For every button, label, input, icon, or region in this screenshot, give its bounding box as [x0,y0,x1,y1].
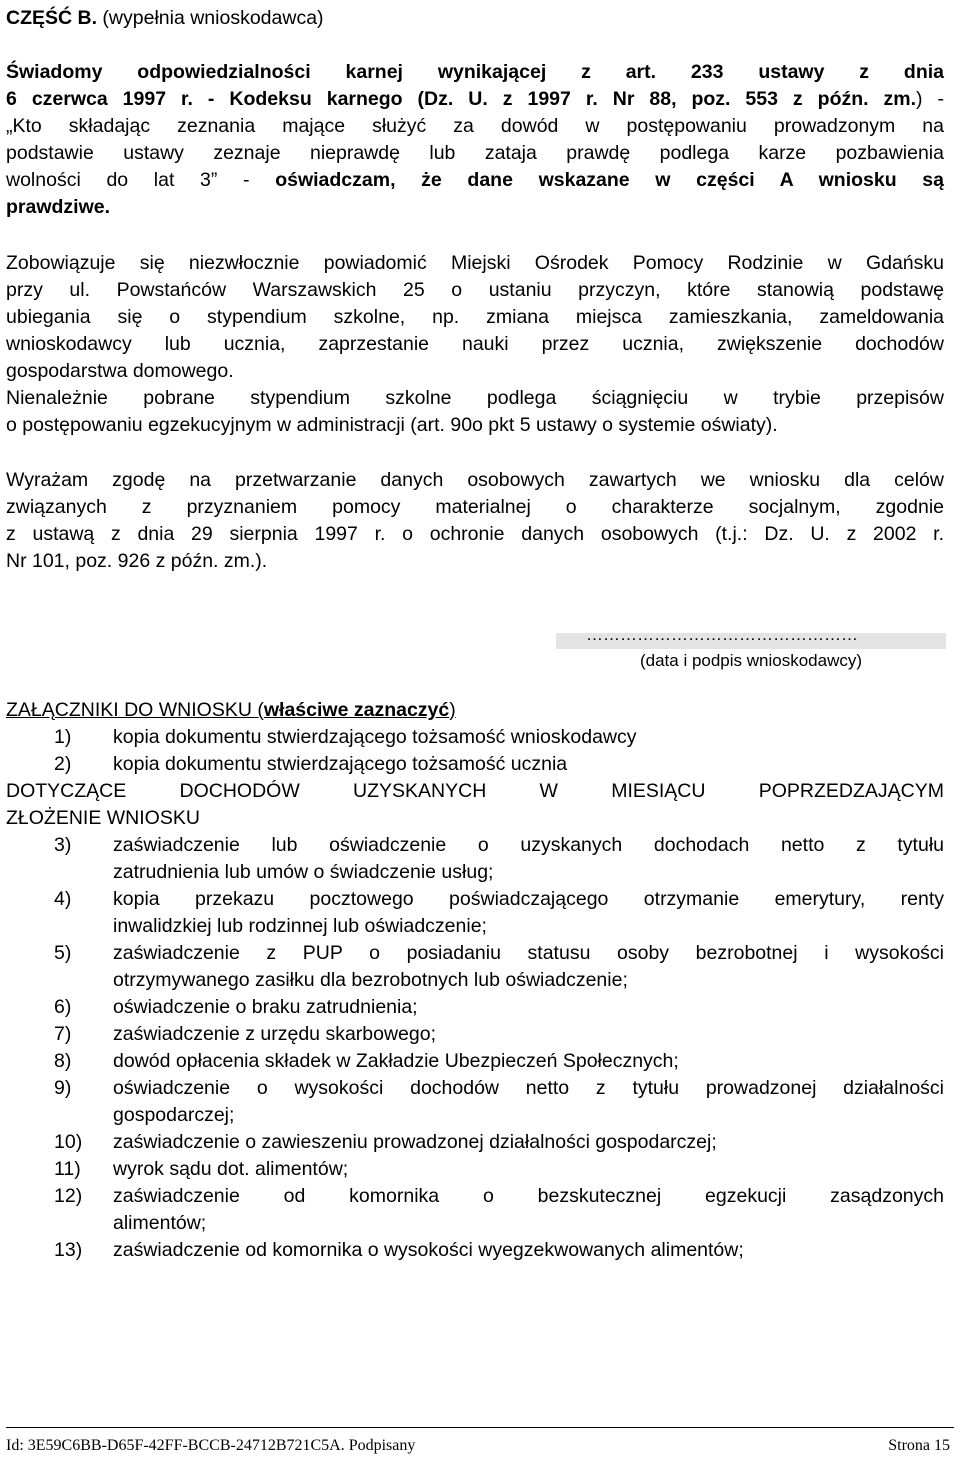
obligation-line-4: wnioskodawcy lub ucznia, zaprzestanie nauki przez ucznia, zwiększenie dochodów [6,333,944,355]
obligation-paragraph [6,250,944,439]
consent-line-3: z ustawą z dnia 29 sierpnia 1997 r. o ochronie danych osobowych (t.j.: Dz. U. z 2002 r. [6,523,944,545]
attachment-item [6,724,944,751]
signature-block [556,624,946,672]
attachment-item [6,994,944,1021]
page-number: Strona 15 [888,1437,950,1454]
attachment-text: kopia dokumentu stwierdzającego tożsamość ucznia [113,753,568,775]
attachment-text: kopia dokumentu stwierdzającego tożsamość wnioskodawcy [113,726,637,748]
attachment-text: zaświadczenie z PUP o posiadaniu statusu osoby bezrobotnej i wysokości [113,942,944,964]
attachment-text: oświadczenie o braku zatrudnienia; [113,996,418,1018]
signature-dots: ………………………………………… [586,625,858,644]
attachment-item [6,1156,944,1183]
consent-line-2: związanych z przyznaniem pomocy materialnej o charakterze socjalnym, zgodnie [6,496,944,518]
attachment-text-continued: otrzymywanego zasiłku dla bezrobotnych lub oświadczenie; [113,969,628,991]
signature-caption: (data i podpis wnioskodawcy) [639,651,863,670]
attachment-number: 12) [54,1185,83,1207]
obligation-line-5: gospodarstwa domowego. [6,360,234,382]
consent-line-1: Wyrażam zgodę na przetwarzanie danych osobowych zawartych we wniosku dla celów [6,469,944,491]
attachment-text-continued: gospodarczej; [113,1104,235,1126]
attachment-number: 5) [54,942,72,964]
attachment-item [6,886,944,940]
attachment-text: zaświadczenie od komornika o wysokości wyegzekwowanych alimentów; [113,1239,744,1261]
declaration-line-3: „Kto składając zeznania mające służyć za dowód w postępowaniu prowadzonym na [6,115,944,137]
attachment-number: 11) [54,1158,81,1180]
attachment-text: wyrok sądu dot. alimentów; [113,1158,349,1180]
page-footer [6,1427,954,1456]
document-id: Id: 3E59C6BB-D65F-42FF-BCCB-24712B721C5A. Podpisany [6,1437,416,1454]
declaration-paragraph [6,59,944,221]
attachment-number: 1) [54,726,72,748]
declaration-line-1: Świadomy odpowiedzialności karnej wynikającej z art. 233 ustawy z dnia [6,61,944,83]
attachment-item [6,1075,944,1129]
obligation-line-2: przy ul. Powstańców Warszawskich 25 o ustaniu przyczyn, które stanowią podstawę [6,279,944,301]
obligation-line-3: ubiegania się o stypendium szkolne, np. zmiana miejsca zamieszkania, zameldowania [6,306,944,328]
attachment-item [6,1183,944,1237]
attachment-text-continued: inwalidzkiej lub rodzinnej lub oświadczenie; [113,915,487,937]
declaration-line-6: prawdziwe. [6,196,111,218]
declaration-line-4: podstawie ustawy zeznaje nieprawdę lub zataja prawdę podlega karze pozbawienia [6,142,944,164]
attachments-hint: właściwe zaznaczyć [263,699,450,721]
attachment-item [6,1021,944,1048]
obligation-line-6: Nienależnie pobrane stypendium szkolne podlega ściągnięciu w trybie przepisów [6,387,944,409]
obligation-line-1: Zobowiązuje się niezwłocznie powiadomić Miejski Ośrodek Pomocy Rodzinie w Gdańsku [6,252,944,274]
attachment-item [6,751,944,778]
attachment-number: 10) [54,1131,83,1153]
attachment-number: 8) [54,1050,72,1072]
consent-paragraph [6,467,944,575]
attachment-text: zaświadczenie lub oświadczenie o uzyskanych dochodach netto z tytułu [113,834,944,856]
obligation-line-7: o postępowaniu egzekucyjnym w administracji (art. 90o pkt 5 ustawy o systemie oświaty). [6,414,778,436]
attachment-number: 4) [54,888,72,910]
attachment-text: zaświadczenie z urzędu skarbowego; [113,1023,437,1045]
part-note: (wypełnia wnioskodawca) [97,7,324,29]
attachments-list-basic [6,724,944,778]
attachment-text-continued: zatrudnienia lub umów o świadczenie usług; [113,861,494,883]
income-header [6,778,944,832]
attachment-number: 3) [54,834,72,856]
attachment-text: dowód opłacenia składek w Zakładzie Ubezpieczeń Społecznych; [113,1050,679,1072]
attachment-text: kopia przekazu pocztowego poświadczającego otrzymanie emerytury, renty [113,888,944,910]
attachment-item [6,1237,944,1264]
attachment-item [6,1048,944,1075]
attachment-text-continued: alimentów; [113,1212,207,1234]
attachment-item [6,1129,944,1156]
attachments-list-income [6,832,944,1264]
part-header [6,5,944,32]
attachment-number: 7) [54,1023,72,1045]
consent-line-4: Nr 101, poz. 926 z późn. zm.). [6,550,268,572]
attachment-number: 9) [54,1077,72,1099]
income-header-line-1: DOTYCZĄCE DOCHODÓW UZYSKANYCH W MIESIĄCU POPRZEDZAJĄCYM [6,780,944,802]
attachment-item [6,832,944,886]
attachment-text: zaświadczenie od komornika o bezskutecznej egzekucji zasądzonych [113,1185,944,1207]
attachment-text: oświadczenie o wysokości dochodów netto z tytułu prowadzonej działalności [113,1077,944,1099]
attachment-number: 6) [54,996,72,1018]
attachment-item [6,940,944,994]
attachment-number: 13) [54,1239,83,1261]
attachments-title-text: ZAŁĄCZNIKI DO WNIOSKU [6,699,252,721]
declaration-line-5: wolności do lat 3” - oświadczam, że dane wskazane w części A wniosku są [6,169,944,191]
attachment-number: 2) [54,753,72,775]
income-header-line-2: ZŁOŻENIE WNIOSKU [6,807,200,829]
attachment-text: zaświadczenie o zawieszeniu prowadzonej działalności gospodarczej; [113,1131,717,1153]
declaration-line-2: 6 czerwca 1997 r. - Kodeksu karnego (Dz. U. z 1997 r. Nr 88, poz. 553 z późn. zm.) - [6,88,945,110]
attachments-title: ZAŁĄCZNIKI DO WNIOSKU (właściwe zaznaczyć) [6,699,456,721]
part-title: CZĘŚĆ B. [6,7,98,29]
